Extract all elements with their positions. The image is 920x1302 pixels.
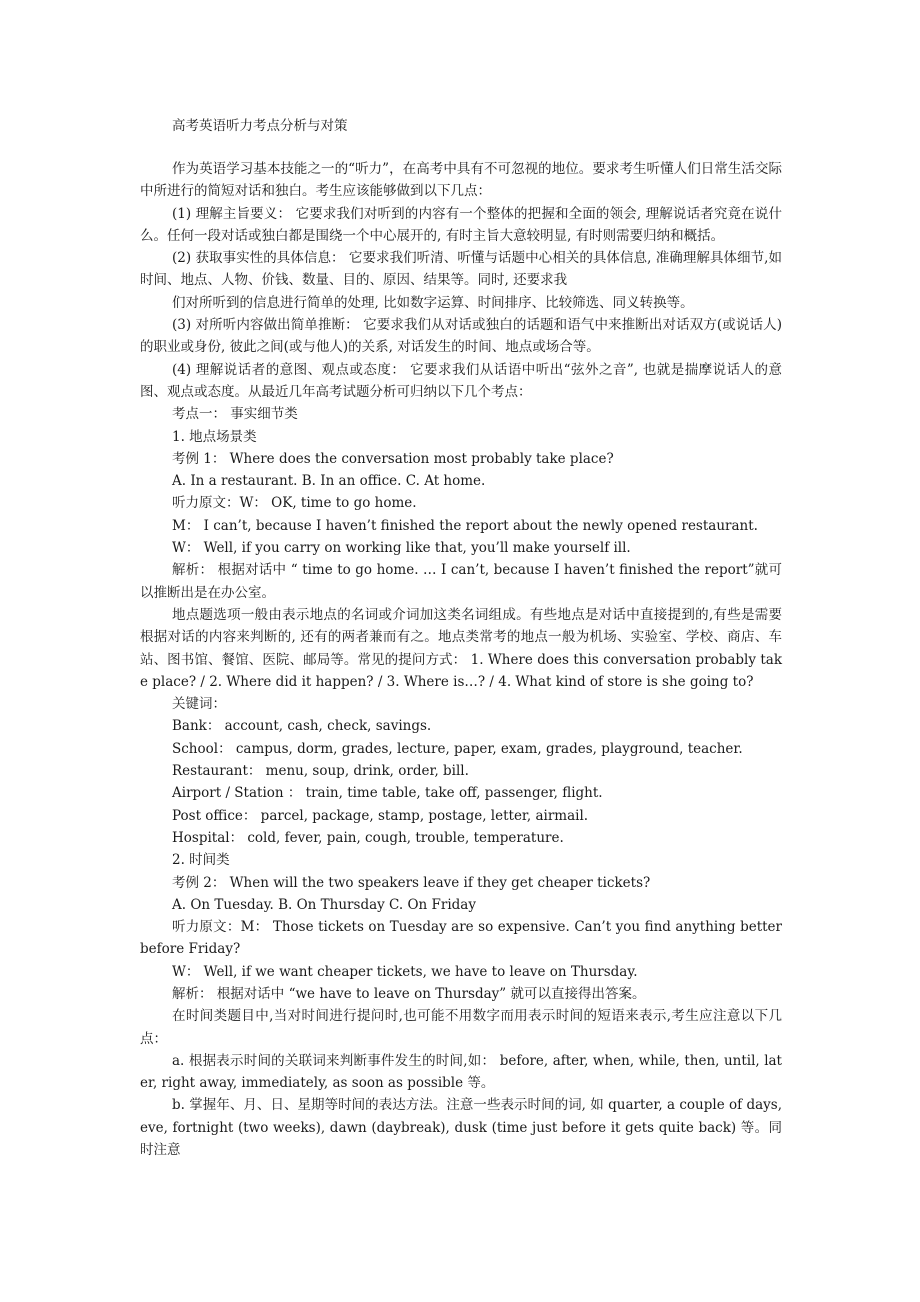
paragraph: 作为英语学习基本技能之一的“听力”，在高考中具有不可忽视的地位。要求考生听懂人们日常生活交际中所进行的简短对话和独白。考生应该能够做到以下几点：	[140, 161, 782, 200]
paragraph: (2) 获取事实性的具体信息： 它要求我们听清、听懂与话题中心相关的具体信息, 准确理解具体细节,如时间、地点、人物、价钱、数量、目的、原因、结果等。同时, 还要求我	[140, 250, 782, 289]
analysis: 解析： 根据对话中 “ time to go home. … I can’t, because I haven’t finished the report”就可以推断出是在办公室。	[140, 562, 782, 601]
example-question: 考例 1： Where does the conversation most probably take place?	[172, 450, 614, 467]
transcript-line: 听力原文：M： Those tickets on Tuesday are so expensive. Can’t you find anything better before Friday?	[140, 919, 782, 958]
transcript-line: W： Well, if you carry on working like that, you’ll make yourself ill.	[172, 540, 631, 557]
paragraph: (3) 对所听内容做出简单推断： 它要求我们从对话或独白的话题和语气中来推断出对话双方(或说话人)的职业或身份, 彼此之间(或与他人)的关系, 对话发生的时间、地点或场合等。	[140, 317, 782, 356]
document-title: 高考英语听力考点分析与对策	[172, 118, 348, 134]
section-heading: 考点一： 事实细节类	[172, 406, 298, 423]
answer-options: A. On Tuesday. B. On Thursday C. On Friday	[172, 896, 476, 913]
example-question: 考例 2： When will the two speakers leave if they get cheaper tickets?	[172, 874, 651, 891]
keyword-line: Bank： account, cash, check, savings.	[172, 718, 432, 735]
paragraph: b. 掌握年、月、日、星期等时间的表达方法。注意一些表示时间的词, 如 quarter, a couple of days, eve, fortnight (two weeks), dawn (daybreak), dusk (time just before it gets quite back) 等。同时注意	[140, 1097, 782, 1159]
paragraph: (4) 理解说话者的意图、观点或态度： 它要求我们从话语中听出“弦外之音”, 也就是揣摩说话人的意图、观点或态度。从最近几年高考试题分析可归纳以下几个考点：	[140, 361, 782, 400]
paragraph: a. 根据表示时间的关联词来判断事件发生的时间,如： before, after, when, while, then, until, later, right away, immediately, as soon as possible 等。	[140, 1052, 782, 1092]
subsection-heading: 2. 时间类	[172, 852, 230, 869]
paragraph: 们对所听到的信息进行简单的处理, 比如数字运算、时间排序、比较筛选、同义转换等。	[172, 294, 694, 311]
transcript-line: W： Well, if we want cheaper tickets, we have to leave on Thursday.	[172, 963, 638, 980]
keyword-line: Airport / Station ： train, time table, take off, passenger, flight.	[172, 785, 603, 802]
keywords-heading: 关键词：	[172, 696, 226, 713]
subsection-heading: 1. 地点场景类	[172, 428, 257, 445]
analysis: 解析： 根据对话中 “we have to leave on Thursday” 就可以直接得出答案。	[172, 985, 646, 1002]
transcript-line: M： I can’t, because I haven’t finished the report about the newly opened restaurant.	[172, 517, 758, 534]
paragraph: 地点题选项一般由表示地点的名词或介词加这类名词组成。有些地点是对话中直接提到的,有些是需要根据对话的内容来判断的, 还有的两者兼而有之。地点类常考的地点一般为机场、实验室、学校、商店、车站、图书馆、餐馆、医院、邮局等。常见的提问方式： 1. Where does this conversation probably take place? / 2. Where did it happen? / 3. Where is…? / 4. What kind of store is she going to?	[140, 606, 782, 690]
answer-options: A. In a restaurant. B. In an office. C. At home.	[172, 473, 486, 490]
paragraph: (1) 理解主旨要义： 它要求我们对听到的内容有一个整体的把握和全面的领会, 理解说话者究竟在说什么。任何一段对话或独白都是围绕一个中心展开的, 有时主旨大意较明显, 有时则需要归纳和概括。	[140, 205, 782, 244]
keyword-line: Post office： parcel, package, stamp, postage, letter, airmail.	[172, 807, 589, 824]
keyword-line: Restaurant： menu, soup, drink, order, bill.	[172, 763, 469, 780]
paragraph: 在时间类题目中,当对时间进行提问时,也可能不用数字而用表示时间的短语来表示,考生应注意以下几点：	[140, 1008, 782, 1047]
keyword-line: School： campus, dorm, grades, lecture, paper, exam, grades, playground, teacher.	[172, 740, 743, 757]
document-body	[140, 158, 782, 1161]
transcript-line: 听力原文：W： OK, time to go home.	[172, 495, 417, 512]
keyword-line: Hospital： cold, fever, pain, cough, trouble, temperature.	[172, 829, 564, 846]
